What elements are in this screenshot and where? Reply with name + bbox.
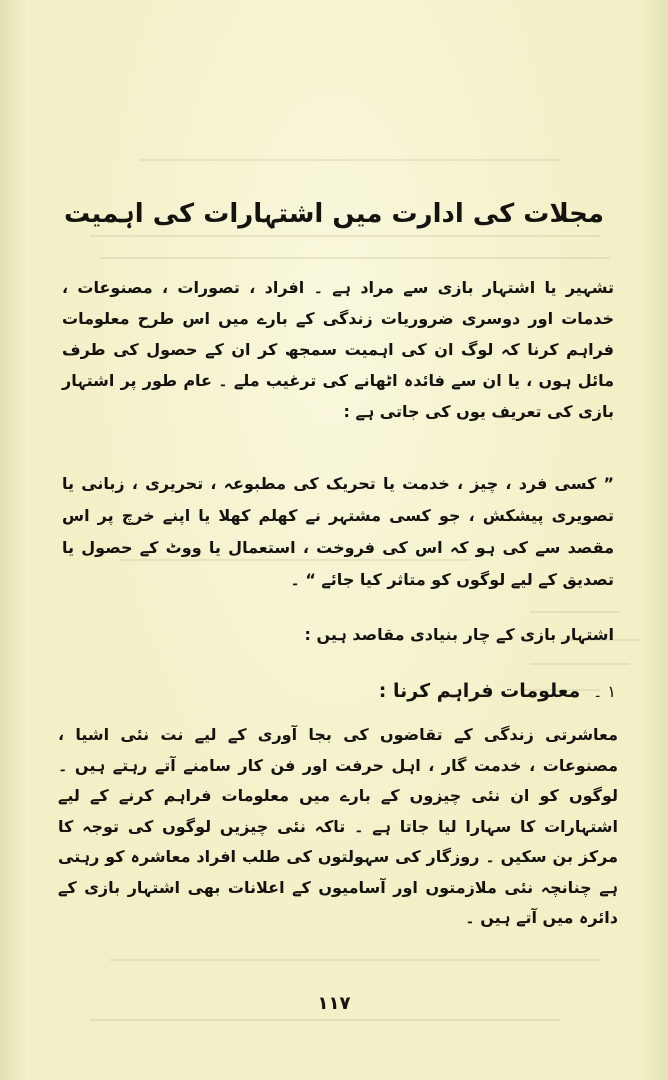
section-number: ١ ۔ [592, 682, 616, 701]
definition-quote: ” کسی فرد ، چیز ، خدمت یا تحریک کی مطبوعہ ، تحریری ، زبانی یا تصویری پیشکش ، جو کسی مشتہر نے کھلم کھلا یا اپنے خرچ پر اس مقصد سے کی ہو کہ اس کی فروخت ، استعمال یا ووٹ کے حصول یا تصدیق کے لیے لوگوں کو متاثر کیا جائے “ ۔ [62, 474, 614, 589]
page-title: مجلات کی ادارت میں اشتہارات کی اہمیت [63, 199, 605, 230]
section-heading-row [379, 680, 616, 702]
section-heading: معلومات فراہم کرنا : [378, 680, 581, 702]
page-number: ١١٧ [317, 993, 351, 1014]
section-paragraph: معاشرتی زندگی کے تقاضوں کی بجا آوری کے لیے نت نئی اشیا ، مصنوعات ، خدمت گار ، اہل حرفت اور فن کار سامنے آتے رہتے ہیں ۔ لوگوں کو ان نئی چیزوں کے بارے میں معلومات فراہم کرنے کے لیے اشتہارات کا سہارا لیا جاتا ہے ۔ تاکہ نئی چیزیں لوگوں کی توجہ کا مرکز بن سکیں ۔ روزگار کی سہولتوں کی طلب افراد معاشرہ کو رہتی ہے چنانچہ نئی ملازمتوں اور آسامیوں کے اعلانات بھی اشتہار بازی کے دائرہ میں آتے ہیں ۔ [58, 725, 618, 927]
intro-paragraph: تشہیر یا اشتہار بازی سے مراد ہے ۔ افراد ، تصورات ، مصنوعات ، خدمات اور دوسری ضروریات زندگی کے بارے میں اس طرح معلومات فراہم کرنا کہ لوگ ان کی اہمیت سمجھ کر ان کے حصول کی طرف مائل ہوں ، یا ان سے فائدہ اٹھانے کی ترغیب ملے ۔ عام طور پر اشتہار بازی کی تعریف یوں کی جاتی ہے : [62, 278, 614, 421]
purposes-intro: اشتہار بازی کے چار بنیادی مقاصد ہیں : [304, 625, 614, 644]
